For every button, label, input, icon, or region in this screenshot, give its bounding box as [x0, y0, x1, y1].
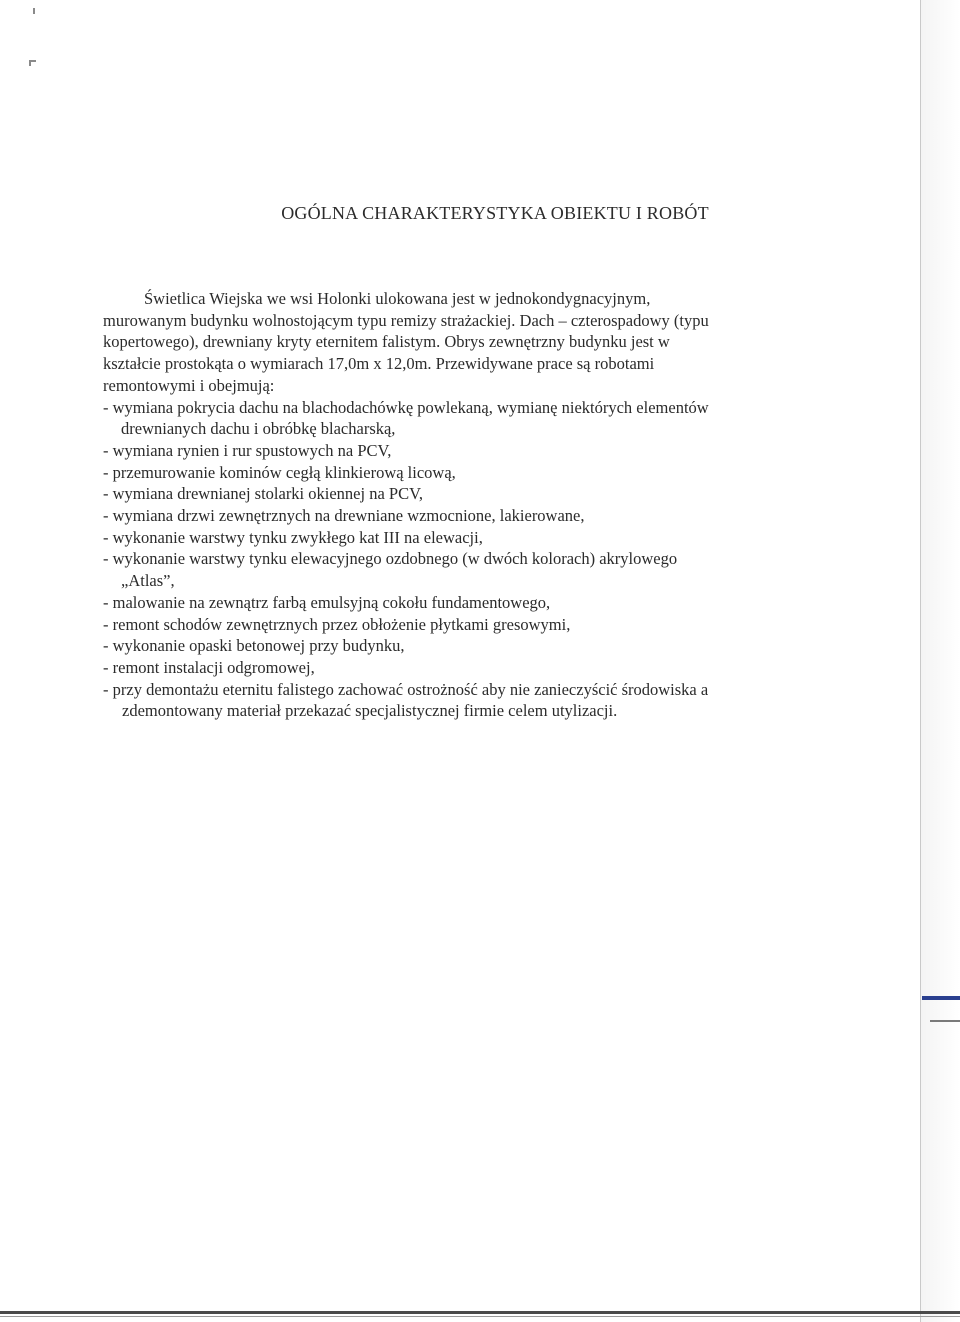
- paragraph-line: kształcie prostokąta o wymiarach 17,0m x 12,0m. Przewidywane prace są robotami: [103, 354, 655, 374]
- list-item: - remont schodów zewnętrznych przez obłożenie płytkami gresowymi,: [103, 614, 571, 634]
- list-item-continuation: „Atlas”,: [121, 571, 175, 591]
- list-item: - remont instalacji odgromowej,: [103, 657, 315, 677]
- list-item: - wykonanie warstwy tynku elewacyjnego ozdobnego (w dwóch kolorach) akrylowego: [103, 549, 678, 569]
- list-item: - wymiana rynien i rur spustowych na PCV,: [103, 440, 392, 460]
- document-body: [103, 288, 823, 722]
- list-item: - wymiana drzwi zewnętrznych na drewniane wzmocnione, lakierowane,: [103, 506, 585, 526]
- list-item: - malowanie na zewnątrz farbą emulsyjną cokołu fundamentowego,: [103, 592, 551, 612]
- scan-bottom-border-thin: [0, 1316, 960, 1317]
- paragraph-line: kopertowego), drewniany kryty eternitem falistym. Obrys zewnętrzny budynku jest w: [103, 332, 670, 352]
- scan-speck: [29, 60, 31, 66]
- paragraph-line: remontowymi i obejmują:: [103, 375, 275, 395]
- list-item: - wykonanie opaski betonowej przy budynku,: [103, 636, 405, 656]
- document-title: OGÓLNA CHARAKTERYSTYKA OBIEKTU I ROBÓT: [281, 203, 709, 223]
- page-edge-shade: [921, 0, 960, 1322]
- scan-edge-mark: [922, 996, 960, 1000]
- list-item: - przy demontażu eternitu falistego zachować ostrożność aby nie zanieczyścić środowiska a: [103, 679, 709, 699]
- list-item: - wykonanie warstwy tynku zwykłego kat III na elewacji,: [103, 527, 483, 547]
- scan-speck: [33, 8, 35, 14]
- paragraph-line: murowanym budynku wolnostojącym typu remizy strażackiej. Dach – czterospadowy (typu: [103, 310, 709, 330]
- list-item-continuation: zdemontowany materiał przekazać specjalistycznej firmie celem utylizacji.: [122, 701, 618, 721]
- list-item-continuation: drewnianych dachu i obróbkę blacharską,: [121, 419, 396, 439]
- scan-bottom-border: [0, 1311, 960, 1314]
- scan-edge-mark-small: [930, 1020, 960, 1022]
- page-edge-line: [920, 0, 921, 1322]
- list-item: - przemurowanie kominów cegłą klinkierową licową,: [103, 462, 456, 482]
- paragraph-line: Świetlica Wiejska we wsi Holonki ulokowana jest w jednokondygnacyjnym,: [144, 289, 651, 308]
- list-item: - wymiana drewnianej stolarki okiennej na PCV,: [103, 484, 424, 504]
- list-item: - wymiana pokrycia dachu na blachodachówkę powlekaną, wymianę niektórych elementów: [103, 397, 709, 417]
